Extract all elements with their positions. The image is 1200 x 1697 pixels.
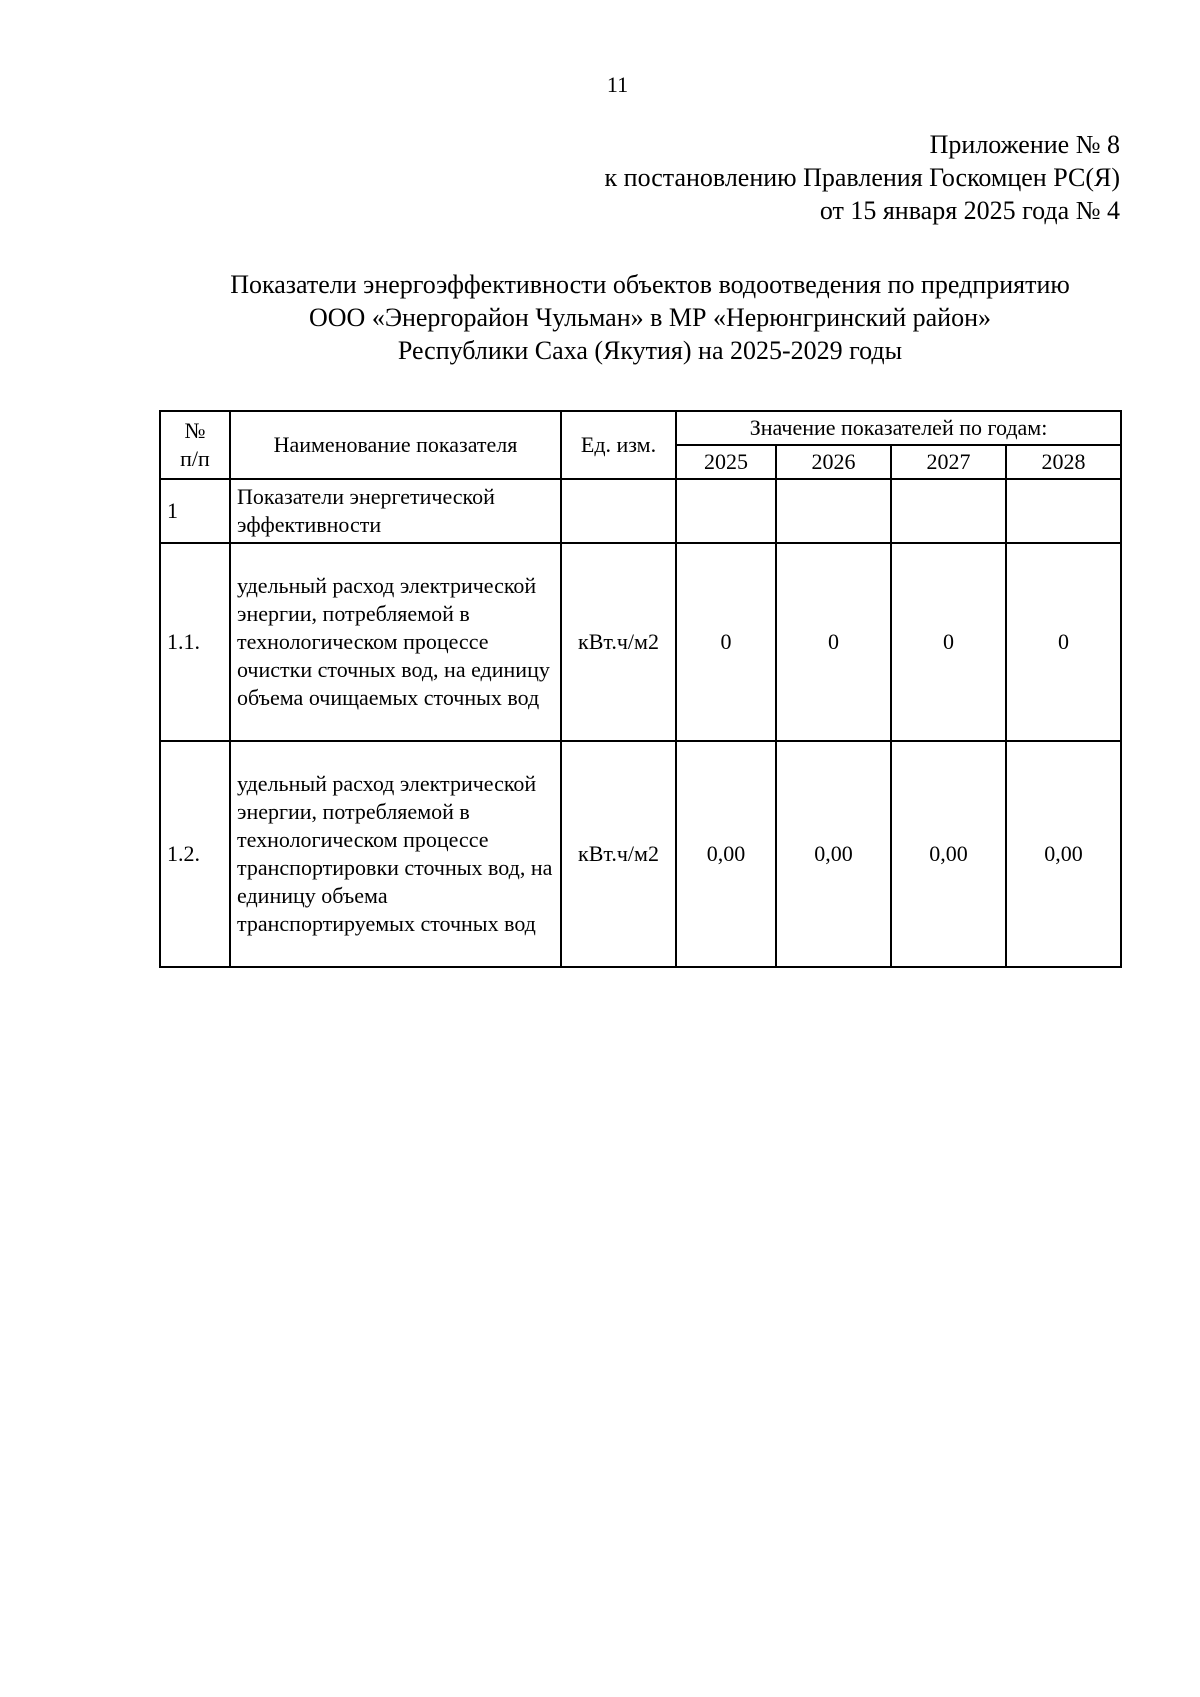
row-number: 1	[160, 479, 230, 543]
header-year-3: 2027	[891, 445, 1006, 479]
table-row	[160, 543, 1121, 741]
row-value-4: 0,00	[1006, 741, 1121, 967]
header-unit: Ед. изм.	[561, 411, 676, 479]
page-number: 11	[606, 72, 629, 97]
row-value-1: 0	[676, 543, 776, 741]
row-value-1: 0,00	[676, 741, 776, 967]
indicators-table	[159, 410, 1122, 968]
header-year-2: 2026	[776, 445, 891, 479]
appendix-line-1: Приложение № 8	[929, 130, 1120, 159]
row-indicator-name: удельный расход электрической энергии, потребляемой в технологическом процессе транспортировки сточных вод, на единицу объема транспортируемых сточных вод	[230, 741, 561, 967]
title-line-1: Показатели энергоэффективности объектов водоотведения по предприятию	[230, 270, 1070, 299]
header-number	[160, 411, 230, 479]
header-values-by-year: Значение показателей по годам:	[676, 411, 1121, 445]
row-value-3	[891, 479, 1006, 543]
row-value-4: 0	[1006, 543, 1121, 741]
row-unit: кВт.ч/м2	[561, 543, 676, 741]
row-value-3: 0,00	[891, 741, 1006, 967]
header-indicator-name: Наименование показателя	[230, 411, 561, 479]
appendix-line-2: к постановлению Правления Госкомцен РС(Я)	[604, 163, 1120, 192]
row-number: 1.2.	[160, 741, 230, 967]
document-title	[150, 268, 1150, 367]
table-row	[160, 479, 1121, 543]
row-indicator-name: удельный расход электрической энергии, потребляемой в технологическом процессе очистки сточных вод, на единицу объема очищаемых сточных вод	[230, 543, 561, 741]
table-row	[160, 741, 1121, 967]
row-unit: кВт.ч/м2	[561, 741, 676, 967]
row-unit	[561, 479, 676, 543]
row-indicator-name: Показатели энергетической эффективности	[230, 479, 561, 543]
row-value-2	[776, 479, 891, 543]
header-year-4: 2028	[1006, 445, 1121, 479]
appendix-line-3: от 15 января 2025 года № 4	[819, 196, 1120, 225]
row-value-2: 0	[776, 543, 891, 741]
title-line-3: Республики Саха (Якутия) на 2025-2029 годы	[397, 336, 903, 365]
row-number: 1.1.	[160, 543, 230, 741]
appendix-block	[605, 128, 1120, 227]
table-header-row-1	[160, 411, 1121, 445]
row-value-2: 0,00	[776, 741, 891, 967]
row-value-1	[676, 479, 776, 543]
header-number-symbol: №	[184, 418, 206, 443]
header-year-1: 2025	[676, 445, 776, 479]
row-value-4	[1006, 479, 1121, 543]
title-line-2: ООО «Энергорайон Чульман» в МР «Нерюнгринский район»	[308, 303, 992, 332]
row-value-3: 0	[891, 543, 1006, 741]
header-number-label: п/п	[180, 446, 210, 471]
